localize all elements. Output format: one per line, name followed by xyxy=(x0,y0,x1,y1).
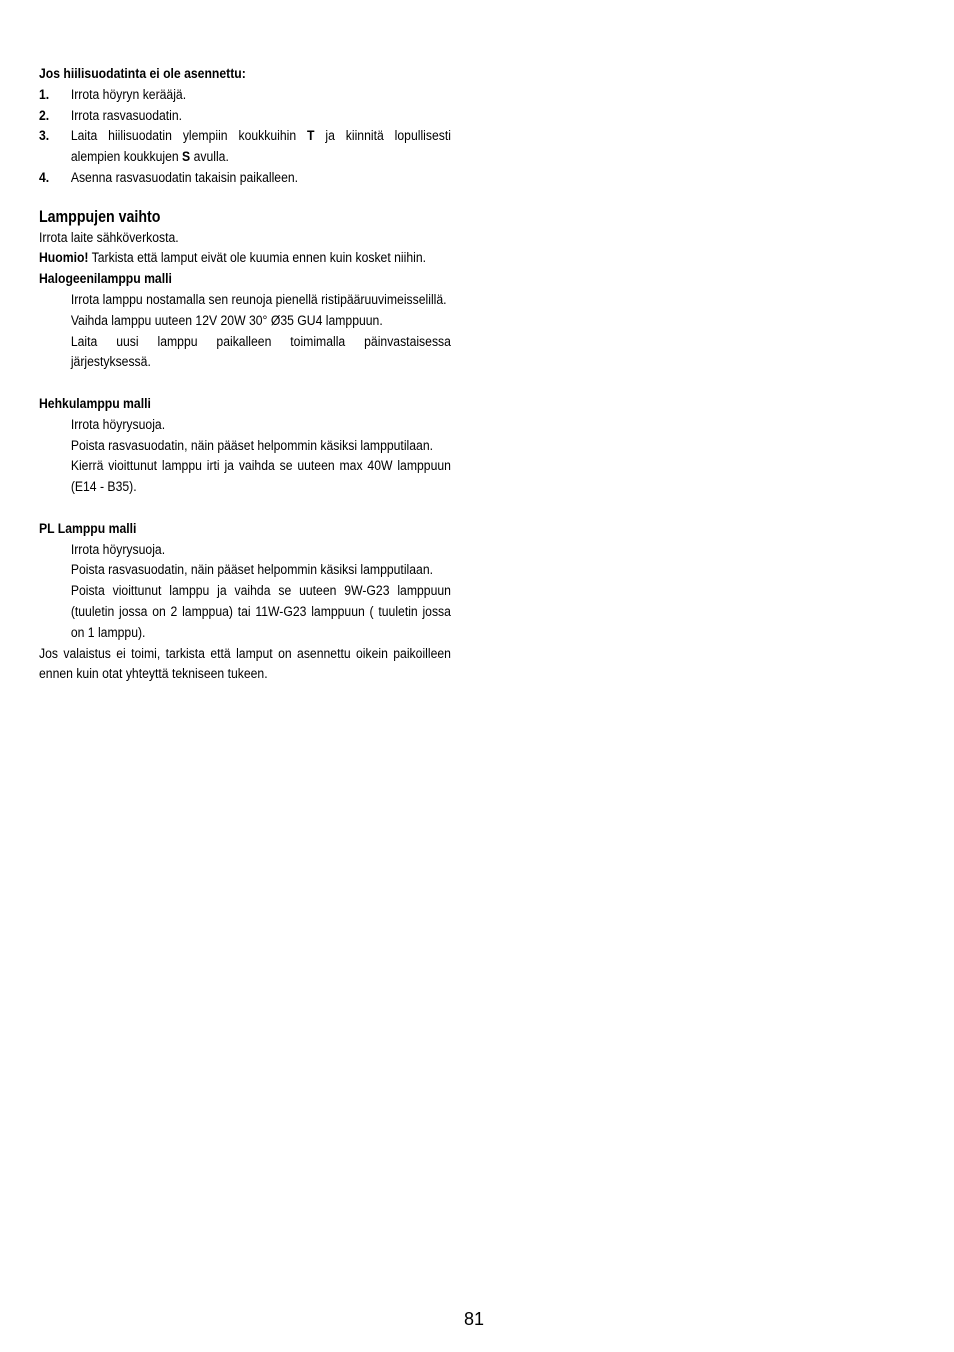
page-number: 81 xyxy=(464,1309,485,1329)
lamp-replacement-heading: Lamppujen vaihto xyxy=(39,207,161,226)
lamp-note xyxy=(39,248,451,269)
incandescent-item-1: Irrota höyrysuoja. xyxy=(70,416,166,433)
pl-item-3: Poista vioittunut lamppu ja vaihda se uuteen 9W-G23 lamppuun (tuuletin jossa on 2 lamppua) tai 11W-G23 lamppuun ( tuuletin jossa on 1 lamppu). xyxy=(70,583,451,641)
step-text-pre: Laita hiilisuodatin ylempiin koukkuihin xyxy=(70,128,308,145)
note-label: Huomio! xyxy=(39,250,89,267)
document-body xyxy=(39,64,451,685)
halogen-title: Halogeenilamppu malli xyxy=(39,271,172,288)
step-number: 4. xyxy=(39,169,50,186)
pl-title: PL Lamppu malli xyxy=(39,520,137,537)
carbon-filter-heading: Jos hiilisuodatinta ei ole asennettu: xyxy=(39,66,246,82)
step-text: Asenna rasvasuodatin takaisin paikalleen. xyxy=(70,169,299,186)
step-text-post: avulla. xyxy=(190,149,229,166)
halogen-item-1: Irrota lamppu nostamalla sen reunoja pienellä ristipääruuvimeisselillä. xyxy=(70,291,447,308)
step-4 xyxy=(39,168,451,189)
step-number: 1. xyxy=(39,86,50,103)
step-number: 3. xyxy=(39,128,50,145)
pl-item-1: Irrota höyrysuoja. xyxy=(70,541,166,558)
step-text: Irrota höyryn kerääjä. xyxy=(70,86,187,103)
step-3 xyxy=(39,126,451,168)
halogen-item-2: Vaihda lamppu uuteen 12V 20W 30° Ø35 GU4 lamppuun. xyxy=(70,312,383,329)
step-2 xyxy=(39,106,451,127)
halogen-item-3: Laita uusi lamppu paikalleen toimimalla päinvastaisessa järjestyksessä. xyxy=(70,333,451,371)
hook-label-t: T xyxy=(307,128,315,145)
step-number: 2. xyxy=(39,107,50,124)
spacer xyxy=(39,498,451,519)
incandescent-item-3: Kierrä vioittunut lamppu irti ja vaihda se uuteen max 40W lamppuun (E14 - B35). xyxy=(70,458,451,496)
pl-closing: Jos valaistus ei toimi, tarkista että lamput on asennettu oikein paikoilleen ennen kuin otat yhteyttä tekniseen tukeen. xyxy=(39,645,451,683)
hook-label-s: S xyxy=(182,149,191,166)
incandescent-item-2: Poista rasvasuodatin, näin pääset helpommin käsiksi lampputilaan. xyxy=(70,437,434,454)
note-text: Tarkista että lamput eivät ole kuumia ennen kuin kosket niihin. xyxy=(88,250,427,267)
step-text: Irrota rasvasuodatin. xyxy=(70,107,183,124)
spacer xyxy=(39,373,451,394)
incandescent-title: Hehkulamppu malli xyxy=(39,395,151,412)
lamp-intro: Irrota laite sähköverkosta. xyxy=(39,229,179,246)
step-text xyxy=(71,126,451,168)
step-text-mid: ja kiinnitä lopullisesti alempien koukkujen xyxy=(70,128,451,166)
pl-item-2: Poista rasvasuodatin, näin pääset helpommin käsiksi lampputilaan. xyxy=(70,562,434,579)
step-1 xyxy=(39,85,451,106)
